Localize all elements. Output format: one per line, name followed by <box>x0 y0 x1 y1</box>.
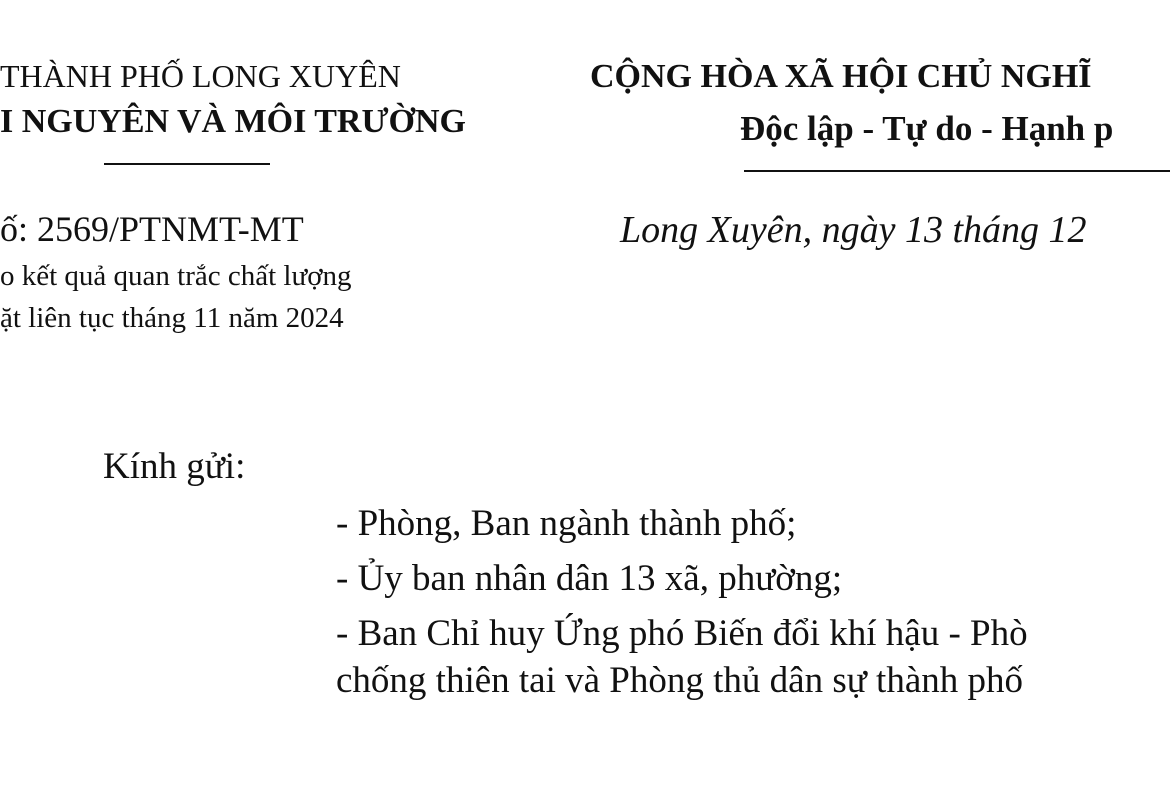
recipient-item-continuation: chống thiên tai và Phòng thủ dân sự thành phố <box>336 660 1023 701</box>
recipient-item: - Phòng, Ban ngành thành phố; <box>336 503 797 544</box>
header-left-underline <box>104 163 270 165</box>
salutation: Kính gửi: <box>103 446 246 487</box>
subject-line-1: o kết quả quan trắc chất lượng <box>0 260 352 292</box>
document-number: ố: 2569/PTNMT-MT <box>0 209 304 249</box>
org-name: I NGUYÊN VÀ MÔI TRƯỜNG <box>0 103 466 140</box>
recipient-item: - Ban Chỉ huy Ứng phó Biến đổi khí hậu - Phò <box>336 613 1028 654</box>
header-right-underline <box>744 170 1170 172</box>
recipient-item: - Ủy ban nhân dân 13 xã, phường; <box>336 558 843 599</box>
subject-line-2: ặt liên tục tháng 11 năm 2024 <box>0 302 344 334</box>
place-and-date: Long Xuyên, ngày 13 tháng 12 <box>620 209 1087 251</box>
national-motto: Độc lập - Tự do - Hạnh p <box>740 109 1114 148</box>
recipient-list <box>336 505 1028 717</box>
national-title: CỘNG HÒA XÃ HỘI CHỦ NGHĨ <box>590 58 1092 95</box>
org-parent-name: THÀNH PHỐ LONG XUYÊN <box>0 58 401 94</box>
